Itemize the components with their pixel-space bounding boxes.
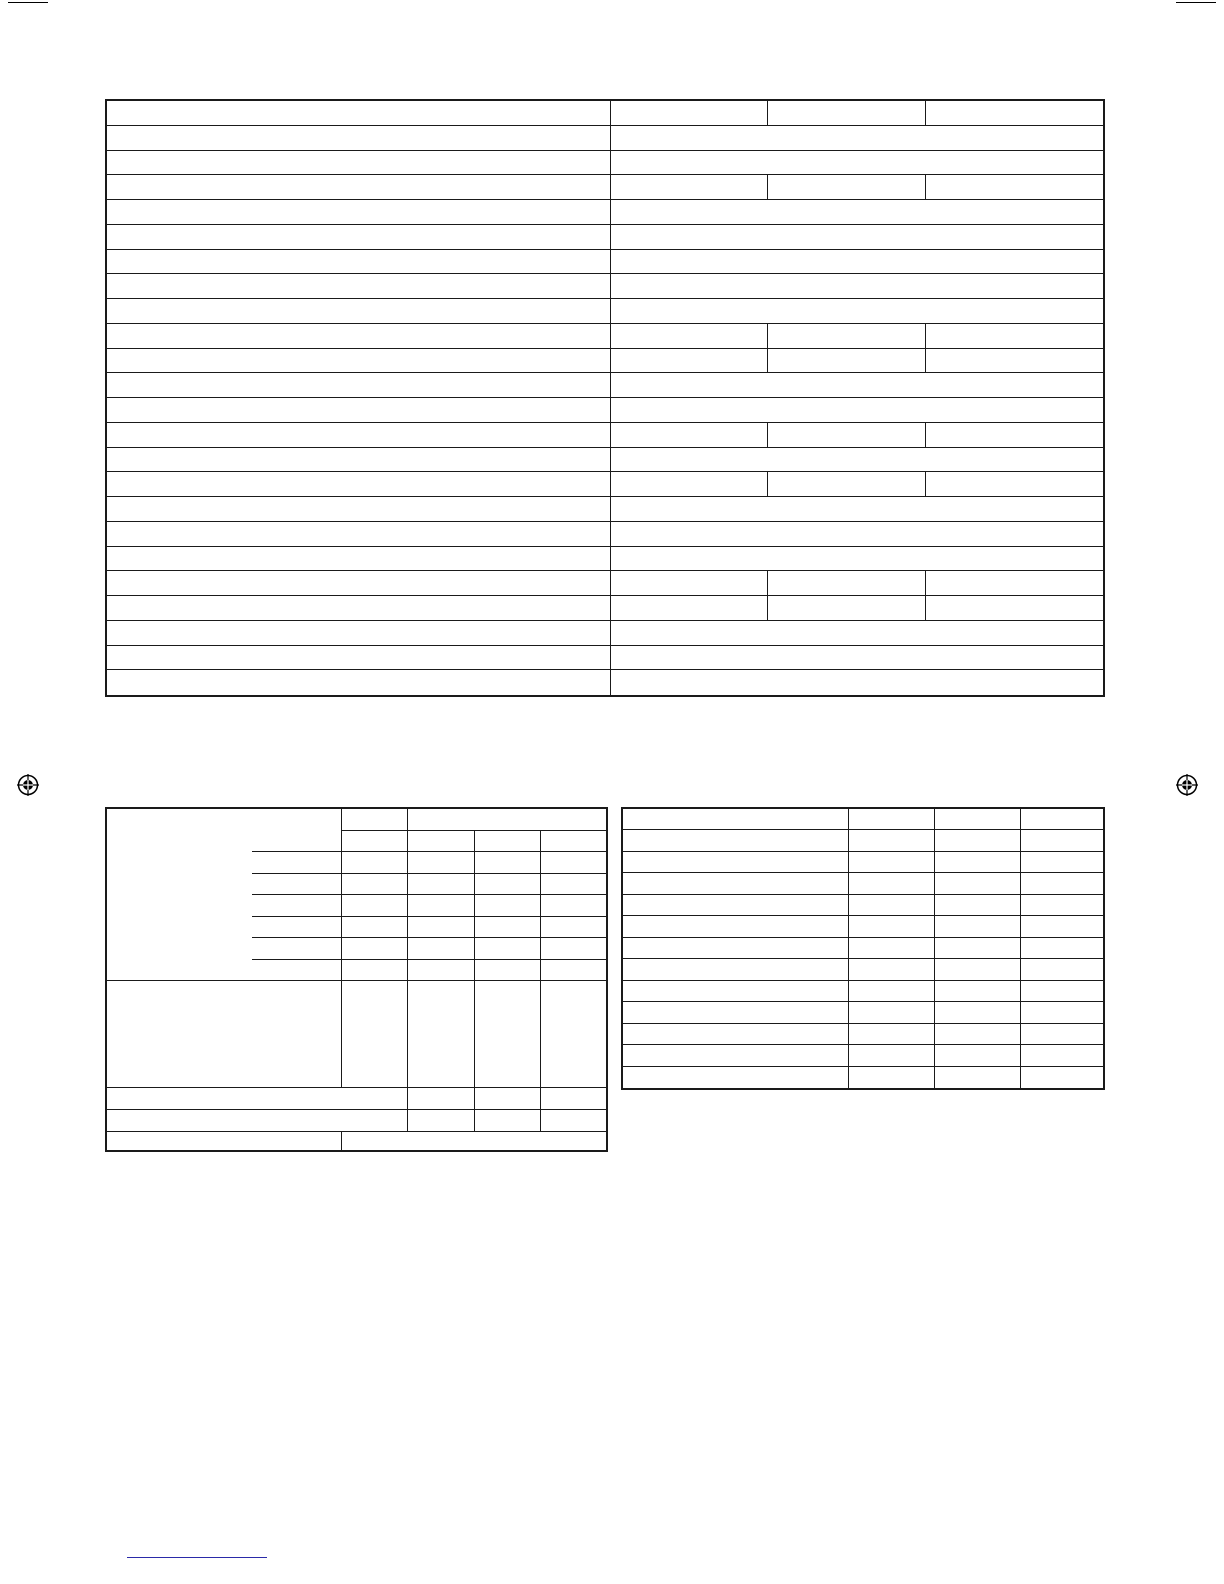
table-cell [342,831,408,853]
table-cell [1021,830,1103,851]
table-cell [408,938,475,960]
table-cell [541,895,606,917]
table-cell [541,981,606,1088]
table-cell [475,831,541,853]
table-cell [935,959,1021,980]
table-cell [1021,1024,1103,1045]
spec-value-cell [768,175,926,200]
table-cell [475,1088,541,1110]
table-cell [541,938,606,960]
table-cell [849,1002,935,1023]
spec-value-cell [611,175,768,200]
table-cell [475,852,541,874]
table-cell [849,852,935,873]
spec-label-cell [107,621,611,646]
table-cell [342,874,408,896]
spec-label-cell [107,151,611,176]
table-cell [541,960,606,982]
table-cell [623,916,849,937]
table-cell [849,916,935,937]
table-cell [475,981,541,1088]
table-cell [541,852,606,874]
spec-value-cell [611,646,1103,671]
table-cell [541,874,606,896]
spec-value-cell [926,101,1103,126]
table-cell [107,1132,342,1150]
table-cell [408,1088,475,1110]
spec-label-cell [107,670,611,695]
spec-value-cell [768,472,926,497]
table-cell [935,1045,1021,1066]
table-cell [475,938,541,960]
table-cell [342,852,408,874]
table-cell [342,1132,606,1150]
table-cell [408,981,475,1088]
table-cell [623,959,849,980]
spec-value-cell [611,472,768,497]
spec-value-cell [926,324,1103,349]
table-cell [252,831,342,853]
table-cell [342,938,408,960]
spec-value-cell [926,175,1103,200]
spec-label-cell [107,448,611,473]
table-cell [107,981,342,1088]
table-cell [935,873,1021,894]
table-cell [1021,1067,1103,1088]
table-cell [623,981,849,1002]
table-cell [107,1110,408,1132]
spec-value-cell [611,423,768,448]
table-cell [935,852,1021,873]
spec-label-cell [107,497,611,522]
table-cell [849,959,935,980]
spec-value-cell [611,250,1103,275]
table-cell [475,960,541,982]
table-cell [408,917,475,939]
spec-value-cell [768,324,926,349]
table-cell [475,895,541,917]
table-cell [623,852,849,873]
table-cell [408,960,475,982]
spec-label-cell [107,646,611,671]
table-cell [623,1067,849,1088]
table-cell [408,1110,475,1132]
table-cell [252,852,342,874]
spec-label-cell [107,373,611,398]
table-cell [107,1088,408,1110]
crop-mark-top-left [8,2,48,3]
spec-value-cell [611,225,1103,250]
table-cell [541,1088,606,1110]
spec-label-cell [107,175,611,200]
table-cell [623,1024,849,1045]
table-cell [252,917,342,939]
right-data-table [621,807,1105,1090]
spec-value-cell [611,596,768,621]
spec-label-cell [107,398,611,423]
table-cell [623,1002,849,1023]
spec-value-cell [611,398,1103,423]
table-cell [1021,809,1103,830]
spec-value-cell [926,596,1103,621]
table-cell [541,831,606,853]
spec-value-cell [611,448,1103,473]
spec-value-cell [926,571,1103,596]
spec-value-cell [611,349,768,374]
spec-value-cell [611,522,1103,547]
spec-label-cell [107,126,611,151]
spec-label-cell [107,423,611,448]
table-cell [252,960,342,982]
registration-mark-icon [1176,774,1198,796]
table-cell [849,895,935,916]
table-cell [849,830,935,851]
spec-label-cell [107,472,611,497]
table-cell [935,1024,1021,1045]
spec-value-cell [768,596,926,621]
spec-value-cell [611,571,768,596]
table-cell [935,895,1021,916]
table-cell [935,916,1021,937]
table-cell [849,1024,935,1045]
table-cell [849,809,935,830]
table-cell [342,917,408,939]
table-cell [408,831,475,853]
spec-label-cell [107,250,611,275]
spec-value-cell [611,126,1103,151]
spec-label-cell [107,596,611,621]
spec-label-cell [107,349,611,374]
table-cell [1021,873,1103,894]
table-cell [1021,1045,1103,1066]
spec-value-cell [768,423,926,448]
table-cell [475,874,541,896]
spec-value-cell [768,101,926,126]
spec-label-cell [107,274,611,299]
table-cell [408,895,475,917]
spec-value-cell [611,324,768,349]
table-cell [475,917,541,939]
table-cell [935,938,1021,959]
spec-value-cell [768,571,926,596]
table-cell [252,895,342,917]
table-cell [342,809,408,831]
spec-label-cell [107,101,611,126]
table-cell [623,873,849,894]
spec-value-cell [611,670,1103,695]
spec-label-cell [107,547,611,572]
table-cell [541,1110,606,1132]
spec-label-cell [107,571,611,596]
spec-label-cell [107,324,611,349]
table-cell [849,873,935,894]
table-cell [541,917,606,939]
table-cell [849,1067,935,1088]
spec-label-cell [107,299,611,324]
table-cell [475,1110,541,1132]
crop-mark-top-right [1176,2,1216,3]
spec-value-cell [611,200,1103,225]
table-cell [1021,938,1103,959]
table-cell [408,874,475,896]
table-cell [935,981,1021,1002]
table-cell [935,1002,1021,1023]
spec-label-cell [107,200,611,225]
table-cell [935,830,1021,851]
table-cell [623,938,849,959]
spec-value-cell [926,472,1103,497]
table-cell [252,938,342,960]
spec-table [105,99,1105,697]
table-cell [1021,852,1103,873]
table-cell [849,1045,935,1066]
spec-value-cell [926,349,1103,374]
spec-value-cell [611,274,1103,299]
spec-label-cell [107,225,611,250]
table-cell [408,809,606,831]
table-cell [1021,959,1103,980]
table-cell [1021,916,1103,937]
table-cell [623,809,849,830]
table-cell [623,895,849,916]
spec-value-cell [611,101,768,126]
table-cell [849,938,935,959]
table-cell [342,981,408,1088]
table-cell [252,874,342,896]
table-cell [342,895,408,917]
footer-link-underline [127,1557,267,1558]
table-cell [342,960,408,982]
registration-mark-icon [17,774,39,796]
table-cell [1021,981,1103,1002]
table-cell [1021,895,1103,916]
spec-value-cell [611,497,1103,522]
left-data-table [105,807,608,1152]
spec-value-cell [926,423,1103,448]
spec-value-cell [611,373,1103,398]
spec-label-cell [107,522,611,547]
spec-value-cell [611,547,1103,572]
spec-value-cell [611,621,1103,646]
table-cell [935,809,1021,830]
table-cell [935,1067,1021,1088]
spec-value-cell [611,299,1103,324]
spec-value-cell [611,151,1103,176]
spec-value-cell [768,349,926,374]
table-cell [1021,1002,1103,1023]
table-cell [849,981,935,1002]
table-cell [623,1045,849,1066]
table-cell [408,852,475,874]
table-cell [623,830,849,851]
